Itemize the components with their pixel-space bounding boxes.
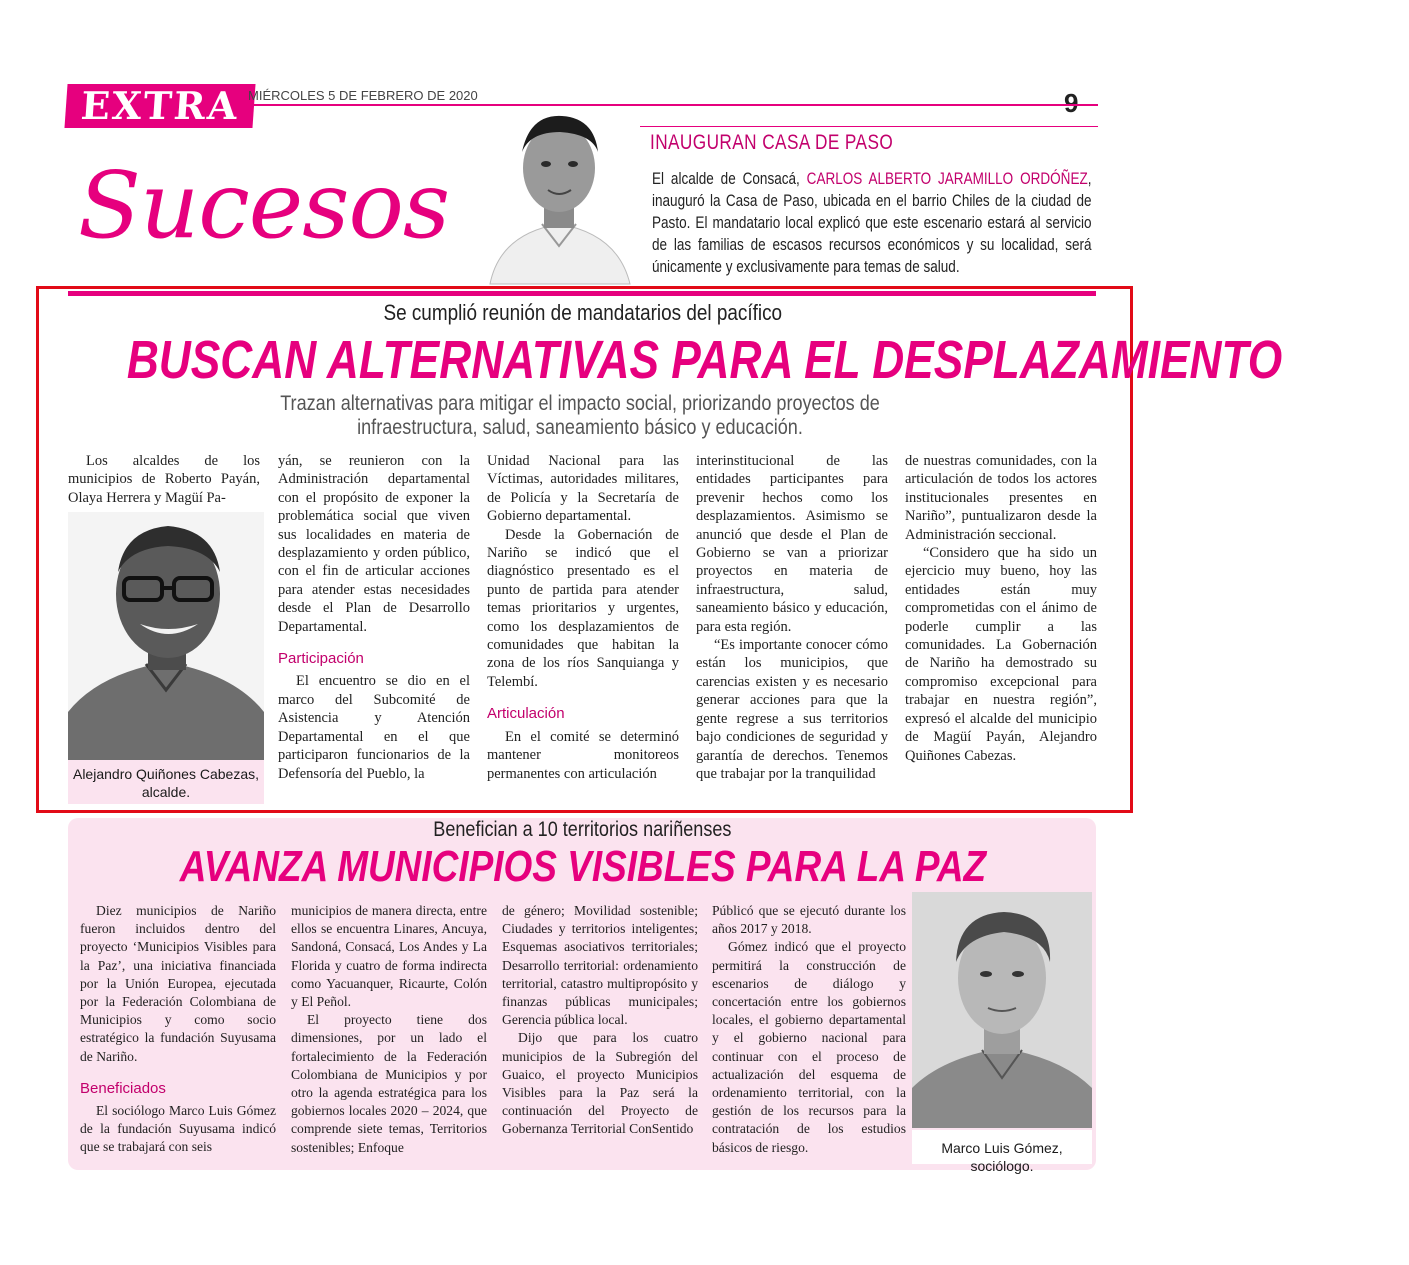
paragraph: “Considero que ha sido un ejercicio muy bueno, hoy las entidades están muy comprometidas con el ánimo de poderle cumplir a las comunidades. La Gobernación de Nariño ha demostrado su compromiso excepcional para trabajar en nuestra región”, expresó el alcalde del municipio de Magüí Payán, Alejandro Quiñones Cabezas. [905, 545, 1097, 764]
lead-text-rest: , inauguró la Casa de Paso, ubicada en el barrio Chiles de la ciudad de Pasto. El mandatario local explicó que este escenario estará al servicio de las familias de escasos recursos económicos y su localidad, será únicamente y exclusivamente para temas de salud. [652, 170, 1092, 276]
paragraph: Desde la Gobernación de Nariño se indicó que el diagnóstico presentado es el punto de partida para atender temas prioritarios y urgentes, como los desplazamientos de comunidades que habitan la zona de los ríos Sanquianga y Telembí. [487, 526, 679, 690]
paragraph: de género; Movilidad sostenible; Ciudades y territorios inteligentes; Esquemas asociativos territoriales; Desarrollo territorial: ordenamiento territorial, catastro multipropósito y finanzas públicas municipales; Gerencia pública local. [502, 903, 698, 1028]
bottom-column-1 [80, 902, 276, 1157]
main-headline-text: BUSCAN ALTERNATIVAS PARA EL DESPLAZAMIENTO [126, 330, 1283, 390]
main-headline [0, 330, 1283, 390]
paragraph: El proyecto tiene dos dimensiones, por un lado el fortalecimiento de la Federación Colombiana de Municipios y por otro la agenda estratégica para los gobiernos locales 2020 – 2024, que comprende siete temas, Territorios sostenibles; Enfoque [291, 1012, 487, 1155]
paragraph: yán, se reunieron con la Administración departamental con el propósito de exponer la problemática social que viven sus localidades en materia de desplazamiento y orden público, con el fin de articular acciones para atender estas necesidades desde el Plan de Desarrollo Departamental. [278, 453, 470, 635]
main-kicker [0, 300, 1165, 326]
caption-line-2: alcalde. [141, 784, 191, 800]
marco-caption: Marco Luis Gómez, sociólogo. [941, 1140, 1063, 1174]
main-deck-text: Trazan alternativas para mitigar el impacto social, priorizando proyectos de infraestructura, salud, saneamiento básico y educación. [280, 392, 880, 439]
bottom-kicker-text: Benefician a 10 territorios nariñenses [433, 818, 732, 841]
mayor-photo [480, 106, 638, 284]
top-story-rule [640, 126, 1098, 127]
main-column-2 [278, 452, 470, 783]
main-column-4 [696, 452, 888, 783]
top-story-title: INAUGURAN CASA DE PASO [650, 131, 894, 154]
subhead-articulacion: Articulación [487, 705, 565, 723]
subhead-beneficiados: Beneficiados [80, 1079, 166, 1097]
paragraph: En el comité se determinó mantener monitoreos permanentes con articulación [487, 728, 679, 782]
bottom-column-2 [291, 902, 487, 1157]
section-title: Sucesos [78, 152, 450, 259]
top-story-lead [652, 168, 1092, 278]
paragraph: de nuestras comunidades, con la articulación de todos los actores institucionales presentes en Nariño”, puntualizaron desde la Administración seccional. [905, 453, 1097, 543]
paragraph: Públicó que se ejecutó durante los años 2017 y 2018. [712, 903, 906, 937]
main-column-1 [68, 452, 260, 507]
main-kicker-text: Se cumplió reunión de mandatarios del pacífico [383, 300, 782, 325]
bottom-headline [0, 842, 1165, 892]
alejandro-photo [68, 512, 264, 760]
header-rule [248, 104, 1098, 106]
paragraph: El encuentro se dio en el marco del Subcomité de Asistencia y Atención Departamental en el que participaron funcionarios de la Defensoría del Pueblo, la [278, 673, 470, 782]
lead-text-start: El alcalde de Consacá, [652, 170, 807, 188]
article-top-rule [68, 291, 1096, 296]
bottom-headline-text: AVANZA MUNICIPIOS VISIBLES PARA LA PAZ [179, 842, 986, 891]
paragraph: “Es importante conocer cómo están los municipios, que carencias existen y es necesario generar acciones para que la gente regrese a sus territorios bajo condiciones de seguridad y garantía de derechos. Tenemos que trabajar por la tranquilidad [696, 637, 888, 782]
paragraph: Gómez indicó que el proyecto permitirá la construcción de escenarios de diálogo y concertación entre los gobiernos locales, el gobierno departamental y el gobierno nacional para continuar con el proceso de actualización del esquema de ordenamiento territorial, con la gestión de los recursos para la contratación de los estudios básicos de riesgo. [712, 939, 906, 1155]
alejandro-caption [68, 760, 264, 801]
main-column-5 [905, 452, 1097, 765]
paragraph: Dijo que para los cuatro municipios de la Subregión del Guaico, el proyecto Municipios Visibles para la Paz será la continuación del Proyecto de Gobernanza Territorial ConSentido [502, 1030, 698, 1137]
caption-line-1: Alejandro Quiñones Cabezas, [72, 766, 259, 782]
bottom-column-3 [502, 902, 698, 1139]
lead-highlight-name: CARLOS ALBERTO JARAMILLO ORDÓÑEZ [806, 170, 1088, 188]
alejandro-caption-box [68, 760, 264, 804]
paragraph: Diez municipios de Nariño fueron incluidos dentro del proyecto ‘Municipios Visibles para la Paz’, una iniciativa financiada por la Unión Europea, ejecutada por la Federación Colombiana de Municipios y como socio estratégico la fundación Suyusama de Nariño. [80, 903, 276, 1064]
marco-photo [912, 892, 1092, 1128]
marco-caption-box [912, 1130, 1092, 1174]
extra-logo: EXTRA [64, 84, 255, 128]
bottom-kicker [0, 818, 1165, 842]
page-number: 9 [1064, 88, 1079, 118]
issue-date: MIÉRCOLES 5 DE FEBRERO DE 2020 [248, 88, 478, 103]
bottom-column-4 [712, 902, 906, 1157]
paragraph: El sociólogo Marco Luis Gómez de la fundación Suyusama indicó que se trabajará con seis [80, 1103, 276, 1155]
paragraph: interinstitucional de las entidades participantes para prevenir hechos como los desplazamientos. Asimismo se anunció que desde el Plan de Gobierno se van a priorizar proyectos en materia de infraestructura, salud, saneamiento básico y educación, para esta región. [696, 453, 888, 635]
paragraph: Unidad Nacional para las Víctimas, autoridades militares, de Policía y la Secretaría de Gobierno departamental. [487, 453, 679, 525]
main-deck [230, 392, 930, 440]
main-column-3 [487, 452, 679, 783]
paragraph: Los alcaldes de los municipios de Roberto Payán, Olaya Herrera y Magüí Pa- [68, 453, 260, 506]
paragraph: municipios de manera directa, entre ellos se encuentra Linares, Ancuya, Sandoná, Consacá, Los Andes y La Florida y cuatro de forma indirecta como Yacuanquer, Ricaurte, Colón y El Peñol. [291, 903, 487, 1010]
subhead-participacion: Participación [278, 650, 364, 668]
